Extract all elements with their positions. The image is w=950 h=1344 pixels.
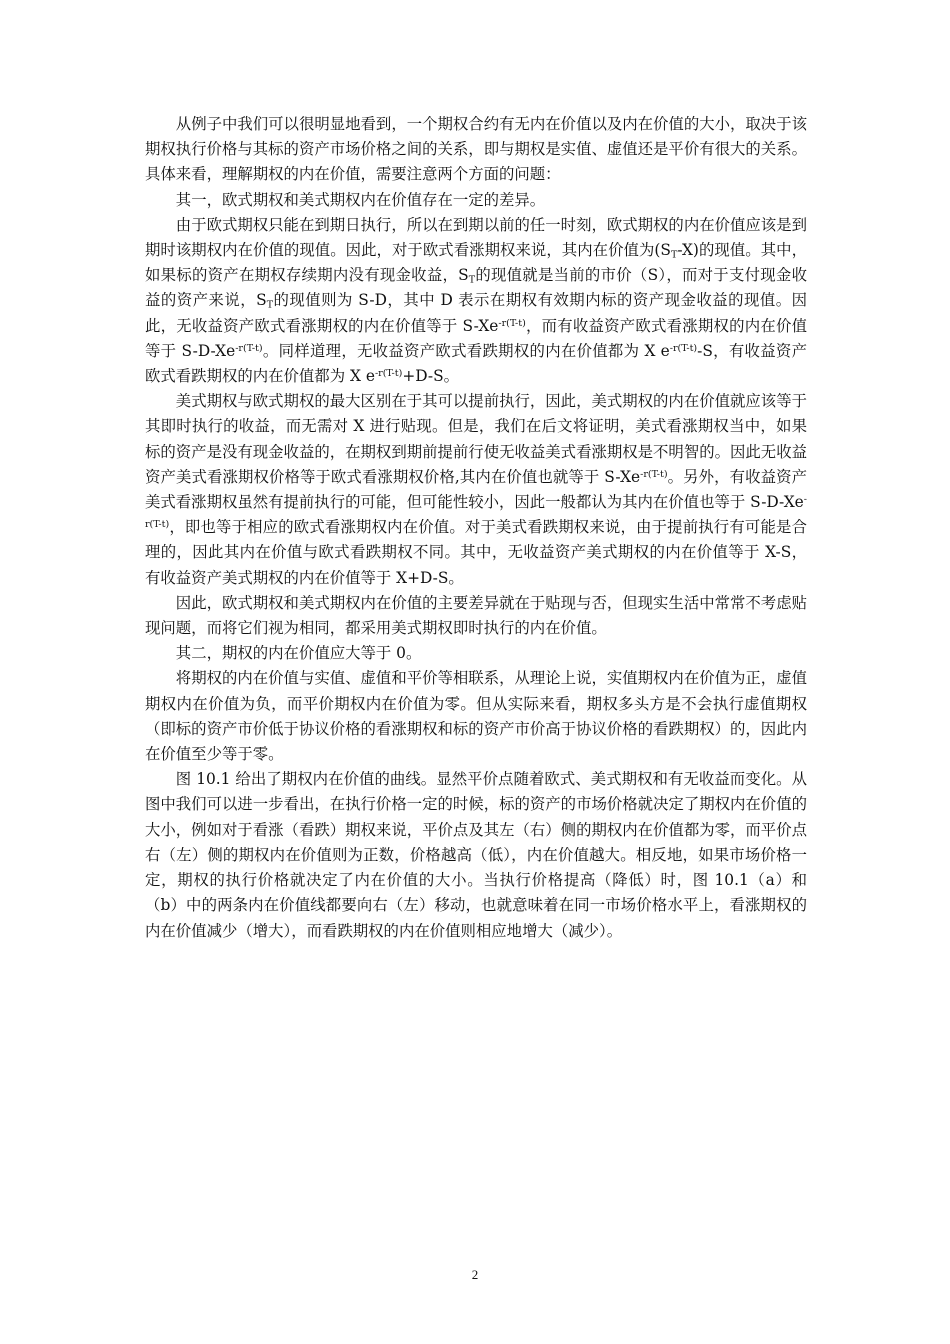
subscript: T xyxy=(468,274,476,286)
text-run: 从例子中我们可以很明显地看到，一个期权合约有无内在价值以及内在价值的大小，取决于该期权执行价格与其标的资产市场价格之间的关系，即与期权是实值、虚值还是平价有很大的关系。具体来看，理解期权的内在价值，需要注意两个方面的问题： xyxy=(145,115,807,184)
text-run: 图 10.1 给出了期权内在价值的曲线。显然平价点随着欧式、美式期权和有无收益而变化。从图中我们可以进一步看出，在执行价格一定的时候，标的资产的市场价格就决定了期权内在价值的大小，例如对于看涨（看跌）期权来说，平价点及其左（右）侧的期权内在价值都为零，而平价点右（左）侧的期权内在价值则为正数，价格越高（低），内在价值越大。相反地，如果市场价格一定，期权的执行价格就决定了内在价值的大小。当执行价格提高（降低）时，图 10.1（a）和（b）中的两条内在价值线都要向右（左）移动，也就意味着在同一市场价格水平上，看涨期权的内在价值减少（增大），而看跌期权的内在价值则相应地增大（减少）。 xyxy=(145,770,807,940)
text-run: ，而有收益资产欧式看涨期权的内在价值等于 S-D-Xe xyxy=(145,316,807,360)
text-run: -S，有收益资产欧式看跌期权的内在价值都为 X e xyxy=(145,341,807,386)
paragraph-4 xyxy=(145,389,807,591)
superscript: -r(T-t) xyxy=(640,468,668,480)
text-run: 。另外，有收益资产美式看涨期权虽然有提前执行的可能，但可能性较小，因此一般都认为其内在价值也等于 S-D-Xe xyxy=(145,467,807,512)
text-run: -X)的现值。其中，如果标的资产在期权存续期内没有现金收益，S xyxy=(145,241,807,285)
paragraph-3 xyxy=(145,213,807,389)
subscript: T xyxy=(266,299,274,311)
superscript: -r(T-t) xyxy=(145,493,808,530)
paragraph-1 xyxy=(145,112,807,188)
text-run: ，即也等于相应的欧式看涨期权内在价值。对于美式看跌期权来说，由于提前执行有可能是合理的，因此其内在价值与欧式看跌期权不同。其中，无收益资产美式期权的内在价值等于 X-S，有收益资产美式期权的内在价值等于 X+D-S。 xyxy=(145,518,807,587)
paragraph-5 xyxy=(145,591,807,641)
superscript: -r(T-t) xyxy=(669,342,698,354)
text-run: +D-S。 xyxy=(402,367,459,386)
superscript: -r(T-t) xyxy=(498,317,526,329)
text-run: 的现值就是当前的市价（S），而对于支付现金收益的资产来说，S xyxy=(145,266,807,310)
subscript: T xyxy=(670,249,678,261)
text-run: 其二，期权的内在价值应大等于 0。 xyxy=(175,644,422,663)
superscript: -r(T-t) xyxy=(374,367,403,379)
paragraph-8 xyxy=(145,767,807,943)
paragraph-7 xyxy=(145,666,807,767)
text-run: 其一，欧式期权和美式期权内在价值存在一定的差异。 xyxy=(175,190,546,209)
text-run: 因此，欧式期权和美式期权内在价值的主要差异就在于贴现与否，但现实生活中常常不考虑贴现问题，而将它们视为相同，都采用美式期权即时执行的内在价值。 xyxy=(145,593,807,638)
paragraph-2 xyxy=(145,188,807,213)
superscript: -r(T-t) xyxy=(235,342,263,354)
paragraph-6 xyxy=(145,641,807,666)
page-number: 2 xyxy=(471,1267,479,1282)
text-run: 将期权的内在价值与实值、虚值和平价等相联系，从理论上说，实值期权内在价值为正，虚值期权内在价值为负，而平价期权内在价值为零。但从实际来看，期权多头方是不会执行虚值期权（即标的资产市价低于协议价格的看涨期权和标的资产市价高于协议价格的看跌期权）的，因此内在价值至少等于零。 xyxy=(145,669,807,764)
text-run: 由于欧式期权只能在到期日执行，所以在到期以前的任一时刻，欧式期权的内在价值应该是到期时该期权内在价值的现值。因此，对于欧式看涨期权来说，其内在价值为(S xyxy=(145,215,807,260)
text-run: 美式期权与欧式期权的最大区别在于其可以提前执行，因此，美式期权的内在价值就应该等于其即时执行的收益，而无需对 X 进行贴现。但是，我们在后文将证明，美式看涨期权当中，如果标的资产是没有现金收益的，在期权到期前提前行使无收益美式看涨期权是不明智的。因此无收益资产美式看涨期权价格等于欧式看涨期权价格,其内在价值也就等于 S-Xe xyxy=(145,392,807,486)
text-run: 。同样道理，无收益资产欧式看跌期权的内在价值都为 X e xyxy=(262,341,670,360)
text-run: 的现值则为 S-D，其中 D 表示在期权有效期内标的资产现金收益的现值。因此，无收益资产欧式看涨期权的内在价值等于 S-Xe xyxy=(145,291,807,335)
document-body xyxy=(145,112,807,944)
